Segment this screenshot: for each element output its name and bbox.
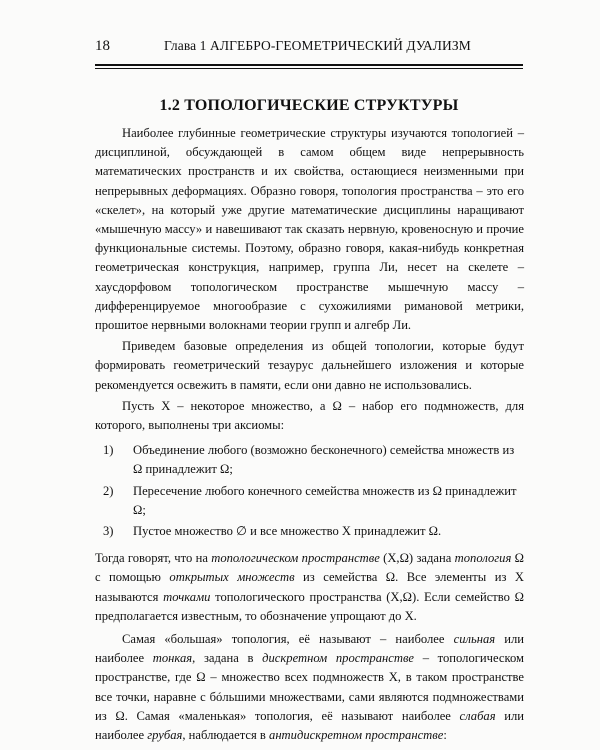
list-item-text: Объединение любого (возможно бесконечного) семейства множеств из Ω принадлежит Ω; (133, 443, 515, 477)
list-item (95, 482, 524, 520)
paragraph-definitions: Приведем базовые определения из общей топологии, которые будут формировать геометрический тезаурус дальнейшего изложения и которые рекомендуется освежить в памяти, если они давно не использовались. (95, 339, 524, 392)
header-rule (95, 64, 523, 69)
list-item (95, 441, 524, 479)
list-item-text: Пересечение любого конечного семейства множеств из Ω принадлежит Ω; (133, 483, 517, 517)
list-item-number: 1) (103, 443, 114, 458)
list-item-text: Пустое множество ∅ и все множество X принадлежит Ω. (133, 524, 442, 539)
paragraph-axioms-lead: Пусть X – некоторое множество, а Ω – набор его подмножеств, для которого, выполнены три аксиомы: (95, 398, 524, 433)
section-title: 1.2 ТОПОЛОГИЧЕСКИЕ СТРУКТУРЫ (159, 97, 459, 114)
chapter-title: Глава 1 АЛГЕБРО-ГЕОМЕТРИЧЕСКИЙ ДУАЛИЗМ (164, 38, 471, 53)
list-item-number: 2) (103, 483, 114, 498)
paragraph-discrete-topology: Самая «большая» топология, её называют – наиболее сильная или наиболее тонкая, задана в дискретном пространстве – топологическом пространстве, где Ω – множество всех подмножеств X, в таком пространстве все точки, наравне с бóльшими множествами, сами являются подмножествами из Ω. Самая «маленькая» топология, её называют наиболее слабая или наиболее грубая, наблюдается в антидискретном пространстве: (95, 632, 524, 743)
page-number: 18 (95, 38, 110, 54)
body-text (95, 124, 524, 745)
axiom-list (95, 441, 524, 541)
list-item (95, 522, 524, 541)
paragraph-topology-definition: Тогда говорят, что на топологическом пространстве (X,Ω) задана топология Ω с помощью открытых множеств из семейства Ω. Все элементы из X называются точками топологического пространства (X,Ω). Если семейство Ω предполагается известным, то обозначение упрощают до X. (95, 551, 525, 623)
list-item-number: 3) (103, 524, 114, 539)
paragraph-intro: Наиболее глубинные геометрические структуры изучаются топологией – дисциплиной, обсуждающей в самом общем виде непрерывность математических пространств и их свойства, остающиеся неизменными при непрерывных деформациях. Образно говоря, топология пространства – это его «скелет», на который уже другие математические дисциплины наращивают «мышечную массу» и навешивают так сказать нервную, кровеносную и прочие функциональные системы. Поэтому, образно говоря, какая-нибудь конкретная геометрическая конструкция, например, группа Ли, несет на скелете – хаусдорфовом топологическом пространстве мышечную массу – дифференцируемое многообразие с сухожилиями римановой метрики, прошитое нервными волокнами теории групп и алгебр Ли. (95, 126, 524, 333)
running-header (0, 38, 600, 58)
